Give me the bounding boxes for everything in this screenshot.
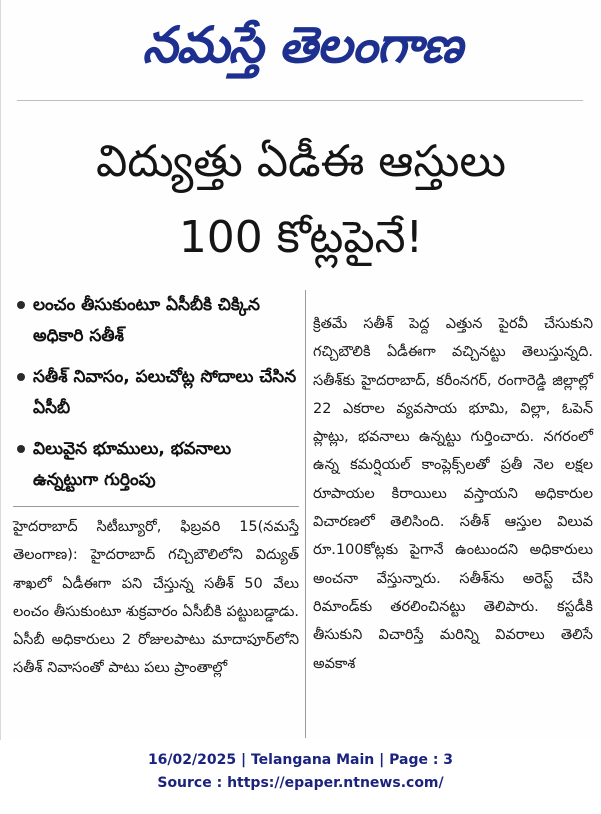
article-body-right: క్రితమే సతీశ్ పెద్ద ఎత్తున పైరవీ చేసుకుని గచ్చిబౌలికి ఏడీఈగా వచ్చినట్టు తెలుస్తున్నది. సతీశ్‌కు హైదరాబాద్, కరీంనగర్, రంగారెడ్డి జిల్లాల్లో 22 ఎకరాల వ్యవసాయ భూమి, విల్లా, ఓపెన్ ప్లాట్లు, భవనాలు ఉన్నట్టు గుర్తించారు. నగరంలో ఉన్న కమర్షియల్ కాంప్లెక్స్‌లతో ప్రతీ నెల లక్షల రూపాయల కిరాయిలు వస్తాయని అధికారుల విచారణలో తెలిసింది. సతీశ్ ఆస్తుల విలువ రూ.100కోట్లకు పైగానే ఉంటుందని అధికారులు అంచనా వేస్తున్నారు. సతీశ్‌ను అరెస్ట్ చేసి రిమాండ్‌కు తరలించినట్టు తెలిపారు. కస్టడీకి తీసుకుని విచారిస్తే మరిన్ని వివరాలు తెలిసే అవకాశ — [313, 316, 593, 672]
headline-line-1: విద్యుత్తు ఏడీఈ ఆస్తులు — [96, 136, 506, 187]
masthead — [1, 0, 601, 108]
highlight-text: లంచం తీసుకుంటూ ఏసీబీకి చిక్కిన అధికారి సతీశ్ — [33, 295, 260, 346]
highlights-divider — [13, 506, 299, 507]
highlight-item — [13, 434, 299, 496]
column-divider — [305, 290, 306, 738]
masthead-divider — [17, 100, 583, 101]
highlight-item — [13, 290, 299, 352]
footer-date-page: 16/02/2025 | Telangana Main | Page : 3 — [147, 752, 454, 768]
article-body-left: హైదరాబాద్ సిటీబ్యూరో, ఫిబ్రవరి 15(నమస్తే తెలంగాణ): హైదరాబాద్ గచ్చిబౌలిలోని విద్యుత్ శాఖలో ఏడీఈగా పని చేస్తున్న సతీశ్ 50 వేలు లంచం తీసుకుంటూ శుక్రవారం ఏసీబీకి పట్టుబడ్డాడు. ఏసీబీ అధికారులు 2 రోజులపాటు మాదాపూర్‌లోని సతీశ్ నివాసంతో పాటు పలు ప్రాంతాల్లో — [13, 519, 299, 677]
highlight-text: సతీశ్ నివాసం, పలుచోట్ల సోదాలు చేసిన ఏసీబీ — [33, 367, 297, 418]
bullet-icon — [17, 445, 25, 453]
highlight-text: విలువైన భూములు, భవనాలు ఉన్నట్టుగా గుర్తింపు — [33, 439, 232, 490]
highlight-item — [13, 362, 299, 424]
headline-line-2: 100 కోట్లపైనే! — [178, 212, 424, 263]
footer-source: Source : https://epaper.ntnews.com/ — [157, 775, 444, 791]
bullet-icon — [17, 301, 25, 309]
bullet-icon — [17, 373, 25, 381]
masthead-logo-text: నమస్తే తెలంగాణ — [142, 16, 462, 74]
article-right-column — [313, 310, 593, 678]
article-left-column — [13, 290, 299, 683]
